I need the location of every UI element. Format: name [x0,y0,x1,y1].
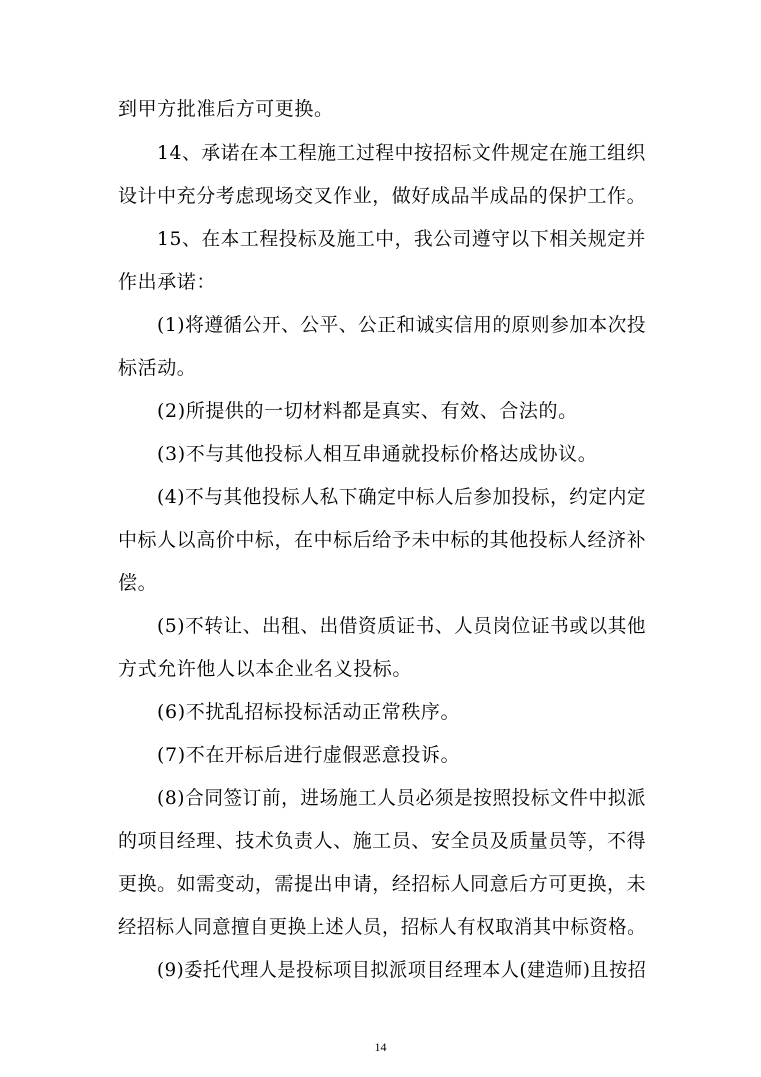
text-line: (5)不转让、出租、出借资质证书、人员岗位证书或以其他 [157,615,647,637]
text-line: 标活动。 [118,357,197,379]
text-line: 更换。如需变动，需提出申请，经招标人同意后方可更换，未 [118,873,647,895]
text-line: (8)合同签订前，进场施工人员必须是按照投标文件中拟派 [157,787,647,809]
text-line: (7)不在开标后进行虚假恶意投诉。 [157,744,461,766]
text-line: (9)委托代理人是投标项目拟派项目经理本人(建造师)且按招 [157,959,647,981]
text-line: (1)将遵循公开、公平、公正和诚实信用的原则参加本次投 [157,314,647,336]
text-line: 14、承诺在本工程施工过程中按招标文件规定在施工组织 [157,142,646,164]
text-line: 15、在本工程投标及施工中，我公司遵守以下相关规定并 [157,228,646,250]
text-line: 偿。 [118,572,158,594]
text-line: (3)不与其他投标人相互串通就投标价格达成协议。 [157,443,598,465]
text-line: 经招标人同意擅自更换上述人员，招标人有权取消其中标资格。 [118,916,646,938]
text-line: 中标人以高价中标，在中标后给予未中标的其他投标人经济补 [118,529,647,551]
text-line: 设计中充分考虑现场交叉作业，做好成品半成品的保护工作。 [118,185,647,207]
page-number: 14 [374,1040,387,1054]
text-line: 的项目经理、技术负责人、施工员、安全员及质量员等，不得 [118,830,647,852]
text-line: 到甲方批准后方可更换。 [118,98,334,120]
text-line: 方式允许他人以本企业名义投标。 [118,658,413,680]
text-line: (2)所提供的一切材料都是真实、有效、合法的。 [157,400,578,422]
text-line: 作出承诺： [118,271,217,293]
text-line: (4)不与其他投标人私下确定中标人后参加投标，约定内定 [157,486,647,508]
text-line: (6)不扰乱招标投标活动正常秩序。 [157,701,461,723]
